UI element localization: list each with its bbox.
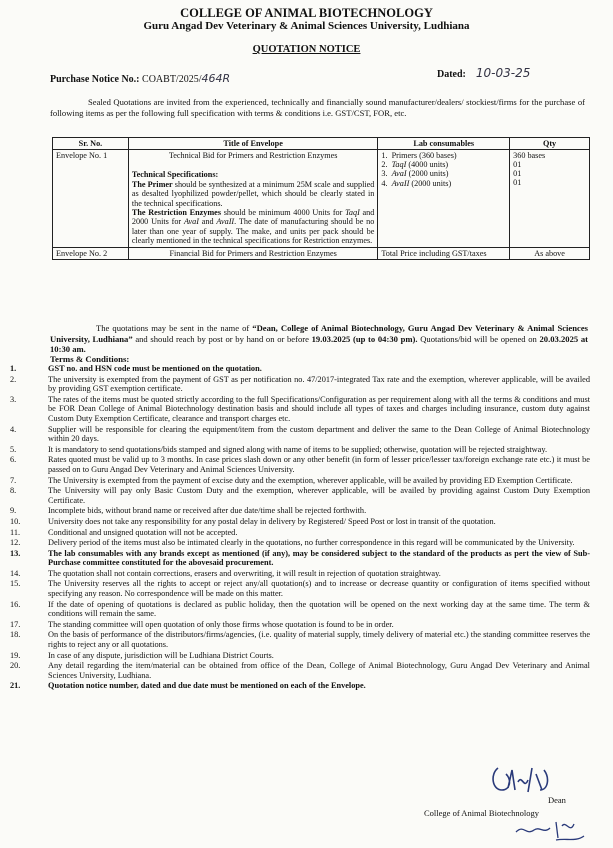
envelope-2-lab: Total Price including GST/taxes xyxy=(378,247,510,259)
handwritten-notice-number: 464R xyxy=(201,72,231,85)
term-text: Quotation notice number, dated and due date must be mentioned on each of the Envelope. xyxy=(48,681,366,691)
list-item xyxy=(10,579,590,598)
term-text: University does not take any responsibility for any postal delay in delivery by Registered/ Speed Post or lost in transit of the quotation. xyxy=(48,516,496,526)
intro-paragraph: Sealed Quotations are invited from the experienced, technically and financially sound manufacturer/dealers/ stockiest/firms for the purchase of following items as per the following full specification with terms & conditions i.e. GST/CST, FOR, etc. xyxy=(50,97,585,118)
envelope-1-sr: Envelope No. 1 xyxy=(53,150,129,248)
list-item: 4. AvaII (2000 units) xyxy=(381,178,452,188)
term-number: 2. xyxy=(10,374,17,384)
term-text: The quotation shall not contain corrections, erasers and overwriting, it will result in rejection of quotation straightway. xyxy=(48,568,441,578)
table-row xyxy=(53,150,590,248)
list-item xyxy=(10,569,590,579)
submission-paragraph: The quotations may be sent in the name of “Dean, College of Animal Biotechnology, Guru Angad Dev Veterinary & Animal Sciences University, Ludhiana” and should reach by post or by hand on or before 19.03.2025 (up to 04:30 pm). Quotations/bid will be opened on 20.03.2025 at 10:30 am. xyxy=(50,323,588,354)
list-item xyxy=(10,630,590,649)
qty-value: 01 xyxy=(513,178,522,187)
spec-primer: The Primer should be synthesized at a minimum 25M scale and supplied as desalted lyophilized powder/pellet, which should be clearly stated in the technical specifications. xyxy=(131,179,375,208)
term-text: Conditional and unsigned quotation will not be accepted. xyxy=(48,527,238,537)
list-item xyxy=(10,445,590,455)
dated xyxy=(437,66,530,80)
term-text: It is mandatory to send quotations/bids stamped and signed along with name of items to be supplied; otherwise, quotation will be rejected straightway. xyxy=(48,444,548,454)
col-header-lab: Lab consumables xyxy=(378,138,510,150)
qty-value: 01 xyxy=(513,169,522,178)
term-number: 4. xyxy=(10,424,17,434)
college-signature-line: College of Animal Biotechnology xyxy=(424,808,539,818)
list-item xyxy=(10,651,590,661)
envelope-table xyxy=(52,137,590,260)
term-text: The University reserves all the rights to accept or reject any/all quotation(s) and to increase or decrease quantity or configuration of items specified without specifying any reason. No correspondence will be made on this matter. xyxy=(48,579,590,599)
term-number: 12. xyxy=(10,538,21,548)
term-number: 1. xyxy=(10,364,17,373)
list-item xyxy=(10,364,590,374)
term-number: 14. xyxy=(10,568,21,578)
term-text: The standing committee will open quotation of only those firms whose quotation is found to be in order. xyxy=(48,619,394,629)
dean-title: Dean xyxy=(548,795,566,805)
purchase-notice-no xyxy=(50,72,230,85)
term-number: 10. xyxy=(10,516,21,526)
initials-signature xyxy=(510,812,590,844)
list-item xyxy=(10,486,590,505)
term-number: 11. xyxy=(10,527,21,537)
list-item xyxy=(10,528,590,538)
spec-heading: Technical Specifications: xyxy=(131,170,219,180)
col-header-sr: Sr. No. xyxy=(53,138,129,150)
term-text: The lab consumables with any brands except as mentioned (if any), may be considered subject to the standard of the products as pert the view of Sub-Purchase committee constituted for the abovesaid procurement. xyxy=(48,548,590,568)
term-number: 17. xyxy=(10,619,21,629)
term-text: Any detail regarding the item/material can be obtained from office of the Dean, College of Animal Biotechnology, Guru Angad Dev Veterinary and Animal Sciences University, Ludhiana. xyxy=(48,661,590,680)
envelope-2-qty: As above xyxy=(510,247,590,259)
col-header-qty: Qty xyxy=(510,138,590,150)
list-item xyxy=(10,395,590,424)
term-number: 3. xyxy=(10,394,17,404)
term-text: Rates quoted must be valid up to 3 months. In case prices slash down or any other benefit (in form of lesser price/lesser tax/foreign exchange rate etc.) it must be passed on to Guru Angad Dev Veterinary and Animal Sciences University. xyxy=(48,455,590,474)
list-item xyxy=(10,549,590,568)
list-item: 1. Primers (360 bases) xyxy=(381,151,457,160)
purchase-notice-number: COABT/2025/ xyxy=(142,74,202,85)
term-number: 18. xyxy=(10,630,21,640)
term-text: The University is exempted from the payment of excise duty and the exemption, wherever applicable, will be availed by providing ED Exemption Certificate. xyxy=(48,475,573,485)
envelope-1-qty-cell xyxy=(510,150,590,248)
list-item xyxy=(10,425,590,444)
term-number: 5. xyxy=(10,444,17,454)
list-item xyxy=(10,661,590,680)
dated-label: Dated: xyxy=(437,69,466,80)
handwritten-date: 10-03-25 xyxy=(475,66,531,80)
list-item xyxy=(10,620,590,630)
term-number: 15. xyxy=(10,579,21,589)
term-number: 21. xyxy=(10,681,21,691)
list-item: 3. AvaI (2000 units) xyxy=(381,169,449,179)
qty-value: 01 xyxy=(513,160,522,169)
purchase-notice-label: Purchase Notice No.: xyxy=(50,74,143,85)
envelope-1-lab-cell xyxy=(378,150,510,248)
list-item xyxy=(10,506,590,516)
list-item xyxy=(10,538,590,548)
term-text: The university is exempted from the payment of GST as per notification no. 47/2017-integrated Tax rate and the exemption, wherever applicable, will be availed by providing GST exemption certificate. xyxy=(48,374,590,394)
table-row xyxy=(53,247,590,259)
term-number: 8. xyxy=(10,486,17,496)
list-item xyxy=(10,375,590,394)
term-number: 13. xyxy=(10,548,21,558)
list-item xyxy=(10,455,590,474)
envelope-2-sr: Envelope No. 2 xyxy=(53,247,129,259)
term-number: 9. xyxy=(10,506,17,516)
table-header-row xyxy=(53,138,590,150)
list-item: 2. TaqI (4000 units) xyxy=(381,160,449,170)
term-text: Supplier will be responsible for clearing the equipment/item from the custom department and deliver the same to the Dean College of Animal Biotechnology within 20 days. xyxy=(48,424,590,444)
college-name: COLLEGE OF ANIMAL BIOTECHNOLOGY xyxy=(180,6,433,20)
notice-title: QUOTATION NOTICE xyxy=(252,44,361,55)
list-item xyxy=(10,681,590,691)
envelope-1-title: Technical Bid for Primers and Restriction Enzymes xyxy=(168,151,338,160)
qty-value: 360 bases xyxy=(513,151,546,160)
term-text: Delivery period of the items must also be intimated clearly in the quotations, no further correspondence in this regard will be communicated by the University. xyxy=(48,538,575,548)
envelope-1-title-cell xyxy=(128,150,377,248)
term-number: 20. xyxy=(10,661,21,671)
col-header-title: Title of Envelope xyxy=(128,138,377,150)
term-number: 16. xyxy=(10,599,21,609)
term-text: In case of any dispute, jurisdiction will be Ludhiana District Courts. xyxy=(48,650,274,660)
list-item xyxy=(10,517,590,527)
term-number: 7. xyxy=(10,475,17,485)
spec-restriction-enzymes: The Restriction Enzymes should be minimum 4000 Units for TaqI and 2000 Units for AvaI and AvaII. The date of manufacturing should be no later than one year of supply. The make, and units per pack should be clearly mentioned in the technical specifications for Restriction enzymes. xyxy=(131,208,375,246)
terms-list xyxy=(10,364,590,692)
term-number: 19. xyxy=(10,650,21,660)
term-text: On the basis of performance of the distributors/firms/agencies, (i.e. quality of material supply, timely delivery of material etc.) the standing committee reserves the rights to reject any or all quotations. xyxy=(48,630,590,650)
term-text: GST no. and HSN code must be mentioned on the quotation. xyxy=(48,364,262,373)
term-number: 6. xyxy=(10,455,17,465)
term-text: If the date of opening of quotations is declared as public holiday, then the quotation will be opened on the next working day at the same time. The term & conditions will remain the same. xyxy=(48,599,590,619)
list-item xyxy=(10,600,590,619)
university-name: Guru Angad Dev Veterinary & Animal Sciences University, Ludhiana xyxy=(143,20,470,32)
term-text: Incomplete bids, without brand name or received after due date/time shall be rejected forthwith. xyxy=(48,506,367,516)
term-text: The rates of the items must be quoted strictly according to the full Specifications/Configuration as per requirement along with all the terms & conditions and must be FOR Dean College of Animal Biotechnology destination basis and should include all types of taxes and charges including insurance, custom duty against Custom Duty Exemption Certificate, clearance and transport charges etc. xyxy=(48,394,590,423)
terms-heading: Terms & Conditions: xyxy=(50,354,130,364)
term-text: The University will pay only Basic Custom Duty and the exemption, wherever applicable, will be availed by providing against Custom Duty Exemption Certificate. xyxy=(48,486,590,505)
dean-signature xyxy=(488,760,558,800)
envelope-2-title: Financial Bid for Primers and Restriction Enzymes xyxy=(128,247,377,259)
list-item xyxy=(10,476,590,486)
